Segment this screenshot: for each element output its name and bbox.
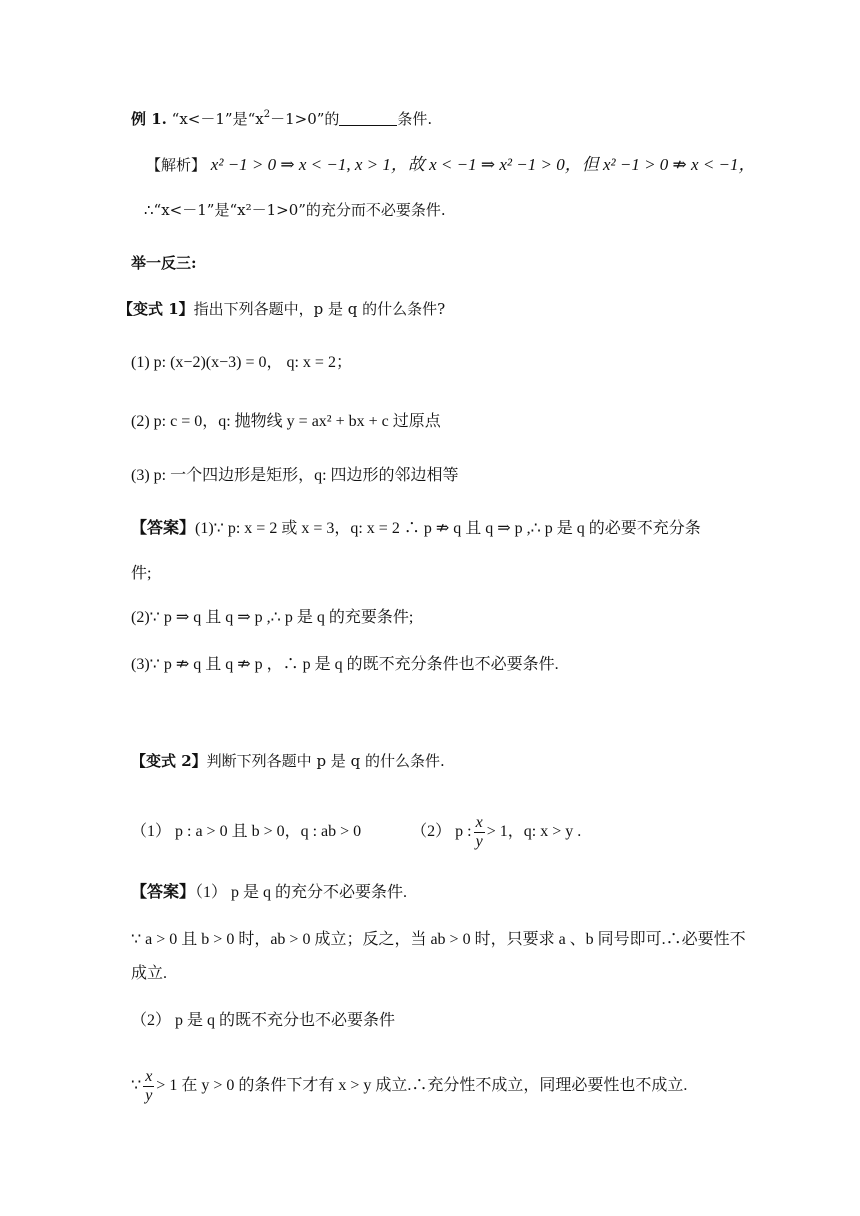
practice-heading: 举一反三: <box>131 254 197 272</box>
variant1-prompt-line <box>118 298 445 320</box>
example-label: 例 1. <box>131 110 167 128</box>
variant2-answer-2-head: （2） p 是 q 的既不充分也不必要条件 <box>131 1012 396 1029</box>
variant2-items <box>131 812 581 852</box>
variant2-answer-1-head <box>131 882 407 904</box>
analysis-math: x² −1 > 0 ⇒ x < −1, x > 1，故 x < −1 ⇒ x² −1 > 0，但 x² −1 > 0 ⇏ x < −1， <box>210 155 756 174</box>
variant1-answer-1-line-2: 件; <box>131 565 152 582</box>
variant1-item-1: (1) p: (x−2)(x−3) = 0， q: x = 2； <box>131 354 352 371</box>
example-question-part-a: “x<－1”是“x <box>171 110 264 128</box>
fraction-x-over-y <box>474 814 485 851</box>
analysis-conclusion: ∴“x<－1”是“x²－1>0”的充分而不必要条件. <box>144 201 446 219</box>
because-symbol: ∵ <box>131 1077 142 1094</box>
example-question-part-c: 条件. <box>397 110 433 128</box>
variant1-answer-1-line-1 <box>131 518 701 540</box>
variant1-label: 【变式 1】 <box>118 300 194 318</box>
variant2-answer-1-head-text: （1） p 是 q 的充分不必要条件. <box>195 884 408 901</box>
variant2-prompt: 判断下列各题中 p 是 q 的什么条件. <box>206 752 445 770</box>
variant2-item-1: （1） p : a > 0 且 b > 0，q : ab > 0 <box>131 823 362 840</box>
analysis-label: 【解析】 <box>146 156 207 174</box>
variant1-prompt: 指出下列各题中，p 是 q 的什么条件? <box>193 300 446 318</box>
variant1-item-2: (2) p: c = 0，q: 抛物线 y = ax² + bx + c 过原点 <box>131 413 441 430</box>
example-question-part-b: －1>0”的 <box>270 110 340 128</box>
answer-fraction-numerator: x <box>145 1067 153 1085</box>
answer-blank <box>339 111 397 126</box>
variant2-answer-label: 【答案】 <box>131 884 196 901</box>
superscript-2: 2 <box>263 109 271 120</box>
variant1-item-3: (3) p: 一个四边形是矩形，q: 四边形的邻边相等 <box>131 467 459 484</box>
answer-fraction-x-over-y <box>143 1068 154 1105</box>
answer-fraction-denominator: y <box>145 1086 153 1104</box>
variant2-prompt-line <box>131 750 445 772</box>
variant2-item-2-prefix: （2） p : <box>411 823 472 840</box>
analysis-line <box>146 154 756 176</box>
variant2-item-2-suffix: > 1，q: x > y . <box>486 823 582 840</box>
variant1-answer-label: 【答案】 <box>131 520 196 537</box>
example-question <box>131 104 432 130</box>
fraction-numerator: x <box>475 813 483 831</box>
variant2-label: 【变式 2】 <box>131 752 207 770</box>
variant2-answer-2-body <box>131 1066 687 1106</box>
variant2-answer-1-body-line-1: ∵ a > 0 且 b > 0 时，ab > 0 成立；反之，当 ab > 0 时，只要求 a 、b 同号即可.∴必要性不 <box>131 931 746 948</box>
variant1-answer-3: (3)∵ p ⇏ q 且 q ⇏ p ，∴ p 是 q 的既不充分条件也不必要条件. <box>131 656 559 673</box>
variant1-answer-2: (2)∵ p ⇒ q 且 q ⇒ p ,∴ p 是 q 的充要条件; <box>131 609 414 626</box>
variant2-answer-1-body-line-2: 成立. <box>131 965 168 982</box>
variant1-answer-1-text: (1)∵ p: x = 2 或 x = 3，q: x = 2 ∴ p ⇏ q 且 q ⇒ p ,∴ p 是 q 的必要不充分条 <box>195 520 701 537</box>
variant2-answer-2-suffix: > 1 在 y > 0 的条件下才有 x > y 成立.∴充分性不成立，同理必要性也不成立. <box>156 1077 688 1094</box>
fraction-denominator: y <box>475 832 483 850</box>
